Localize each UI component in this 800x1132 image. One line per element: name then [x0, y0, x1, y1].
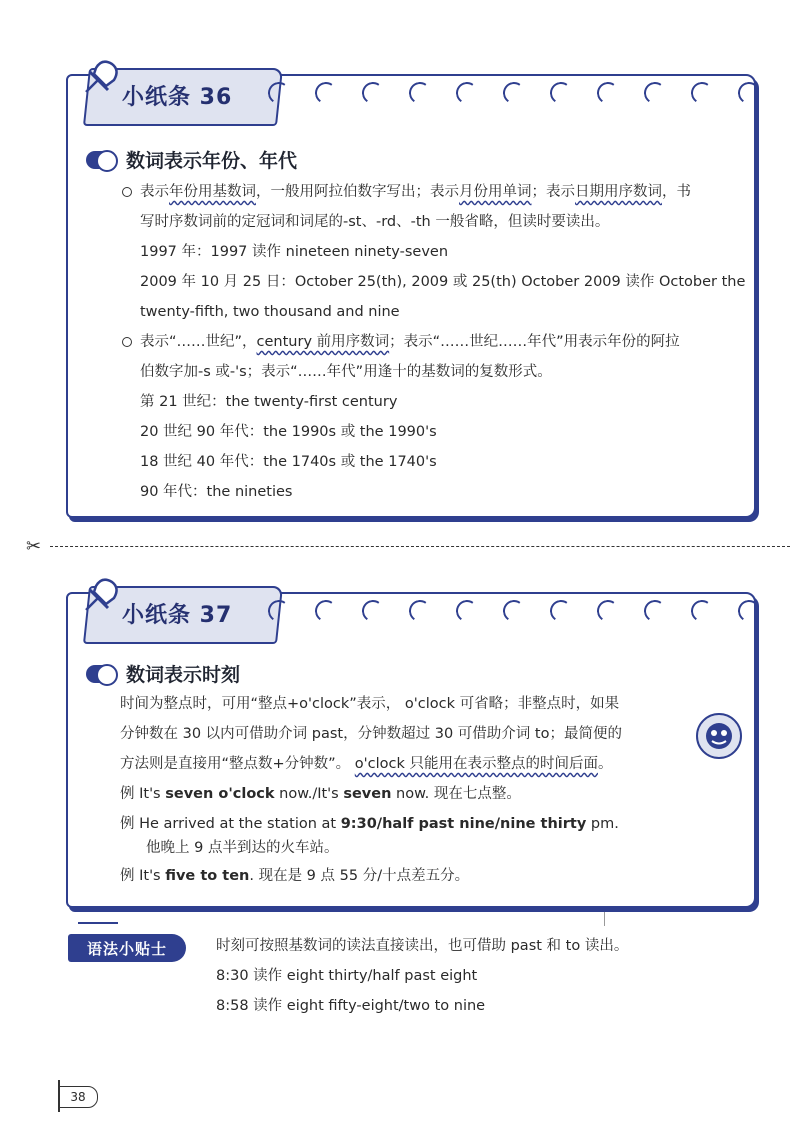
- example-translation: 他晚上 9 点半到达的火车站。: [146, 840, 339, 856]
- toggle-icon: [86, 665, 116, 683]
- bullet-2-line-1: 表示“……世纪”，century 前用序数词；表示“……世纪……年代”用表示年份的阿拉: [122, 332, 680, 352]
- bullet-icon: [122, 337, 132, 347]
- example-line: 例 He arrived at the station at 9:30/half past nine/nine thirty pm.: [120, 816, 619, 832]
- example-line: twenty-fifth, two thousand and nine: [140, 304, 400, 320]
- page-number: 38: [58, 1086, 98, 1108]
- pushpin-icon: [76, 52, 128, 104]
- clock-badge-icon: [692, 696, 746, 776]
- paragraph-line: 时间为整点时，可用“整点+o'clock”表示， o'clock 可省略；非整点时，如果: [120, 696, 620, 712]
- bullet-1-line-2: 写时序数词前的定冠词和词尾的-st、-rd、-th 一般省略，但读时要读出。: [140, 214, 610, 230]
- tip-line: 8:30 读作 eight thirty/half past eight: [216, 968, 478, 984]
- section-heading: [86, 146, 297, 173]
- example-line: 20 世纪 90 年代：the 1990s 或 the 1990's: [140, 424, 437, 440]
- card-title: 小纸条 36: [122, 85, 233, 110]
- tip-decoration: [78, 922, 118, 924]
- section-heading: [86, 660, 240, 687]
- bullet-1-line-1: 表示年份用基数词，一般用阿拉伯数字写出；表示月份用单词；表示日期用序数词，书: [122, 182, 691, 202]
- example-line: 2009 年 10 月 25 日：October 25(th), 2009 或 25(th) October 2009 读作 October the: [140, 274, 746, 290]
- example-line: 1997 年：1997 读作 nineteen ninety-seven: [140, 244, 449, 260]
- bullet-2-line-2: 伯数字加-s 或-'s；表示“……年代”用逢十的基数词的复数形式。: [140, 364, 552, 380]
- divider-tick: [604, 912, 605, 926]
- paragraph-line: 方法则是直接用“整点数+分钟数”。 o'clock 只能用在表示整点的时间后面。: [120, 756, 613, 772]
- card-title: 小纸条 37: [122, 603, 233, 628]
- toggle-icon: [86, 151, 116, 169]
- bullet-icon: [122, 187, 132, 197]
- example-line: 例 It's seven o'clock now./It's seven now. 现在七点整。: [120, 786, 521, 802]
- example-line: 第 21 世纪：the twenty-first century: [140, 394, 398, 410]
- tip-label: 语法小贴士: [68, 934, 186, 962]
- section-title: 数词表示年份、年代: [126, 150, 298, 172]
- note-card-36: [66, 74, 756, 518]
- section-title: 数词表示时刻: [126, 664, 241, 686]
- example-line: 90 年代：the nineties: [140, 484, 293, 500]
- example-line: 18 世纪 40 年代：the 1740s 或 the 1740's: [140, 454, 437, 470]
- note-card-37: [66, 592, 756, 908]
- binder-rings: [268, 82, 760, 104]
- scissors-icon: ✂: [26, 536, 42, 557]
- tip-line: 时刻可按照基数词的读法直接读出，也可借助 past 和 to 读出。: [216, 938, 629, 954]
- binder-rings: [268, 600, 760, 622]
- paragraph-line: 分钟数在 30 以内可借助介词 past，分钟数超过 30 可借助介词 to；最简便的: [120, 726, 622, 742]
- example-line: 例 It's five to ten. 现在是 9 点 55 分/十点差五分。: [120, 868, 470, 884]
- pushpin-icon: [76, 570, 128, 622]
- cut-line: [50, 546, 790, 547]
- tip-line: 8:58 读作 eight fifty-eight/two to nine: [216, 998, 486, 1014]
